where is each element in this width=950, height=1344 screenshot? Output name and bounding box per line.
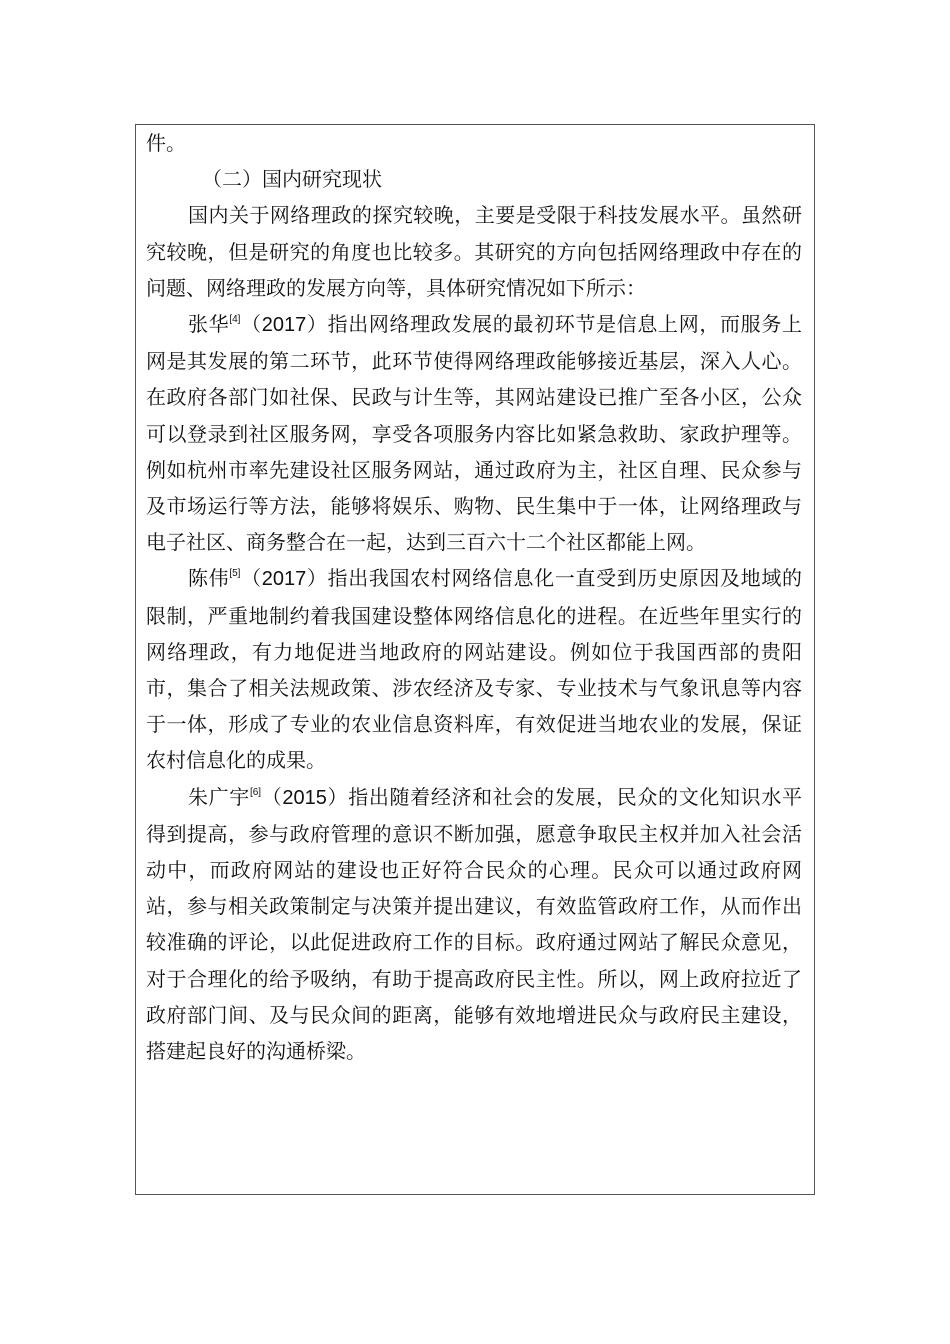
paragraph-zhu-guangyu (146, 779, 802, 1070)
content-table-cell (135, 124, 815, 1195)
paragraph-zhang-hua (146, 306, 802, 560)
continued-line: 件。 (146, 131, 186, 155)
section-heading: （二）国内研究现状 (202, 167, 382, 192)
paragraph-body: 指出我国农村网络信息化一直受到历史原因及地域的限制，严重地制约着我国建设整体网络信息化的进程。在近些年里实行的网络理政，有力地促进当地政府的网站建设。例如位于我国西部的贵阳市，集合了相关法规政策、涉农经济及专家、专业技术与气象讯息等内容于一体，形成了专业的农业信息资料库，有效促进当地农业的发展，保证农村信息化的成果。 (146, 566, 802, 773)
author-name: 张华 (188, 312, 230, 337)
citation-year: （2015） (261, 786, 349, 809)
citation-year: （2017） (240, 568, 328, 591)
intro-paragraph: 国内关于网络理政的探究较晚，主要是受限于科技发展水平。虽然研究较晚，但是研究的角度也比较多。其研究的方向包括网络理政中存在的问题、网络理政的发展方向等，具体研究情况如下所示： (146, 203, 802, 300)
paragraph-body: 指出网络理政发展的最初环节是信息上网，而服务上网是其发展的第二环节，此环节使得网络理政能够接近基层，深入人心。在政府各部门如社保、民政与计生等，其网站建设已推广至各小区，公众可以登录到社区服务网，享受各项服务内容比如紧急救助、家政护理等。例如杭州市率先建设社区服务网站，通过政府为主，社区自理、民众参与及市场运行等方法，能够将娱乐、购物、民生集中于一体，让网络理政与电子社区、商务整合在一起，达到三百六十二个社区都能上网。 (146, 312, 802, 555)
document-body (146, 125, 802, 1069)
paragraph-chen-wei (146, 560, 802, 778)
author-name: 陈伟 (188, 566, 230, 591)
citation-ref: [4] (229, 314, 241, 326)
author-name: 朱广宇 (188, 784, 250, 809)
citation-ref: [6] (249, 786, 262, 798)
citation-year: （2017） (240, 314, 328, 337)
paragraph-body: 指出随着经济和社会的发展，民众的文化知识水平得到提高，参与政府管理的意识不断加强，愿意争取民主权并加入社会活动中，而政府网站的建设也正好符合民众的心理。民众可以通过政府网站，参与相关政策制定与决策并提出建议，有效监管政府工作，从而作出较准确的评论，以此促进政府工作的目标。政府通过网站了解民众意见，对于合理化的给予吸纳，有助于提高政府民主性。所以，网上政府拉近了政府部门间、及与民众间的距离，能够有效地增进民众与政府民主建设，搭建起良好的沟通桥梁。 (146, 784, 802, 1064)
citation-ref: [5] (229, 568, 241, 580)
